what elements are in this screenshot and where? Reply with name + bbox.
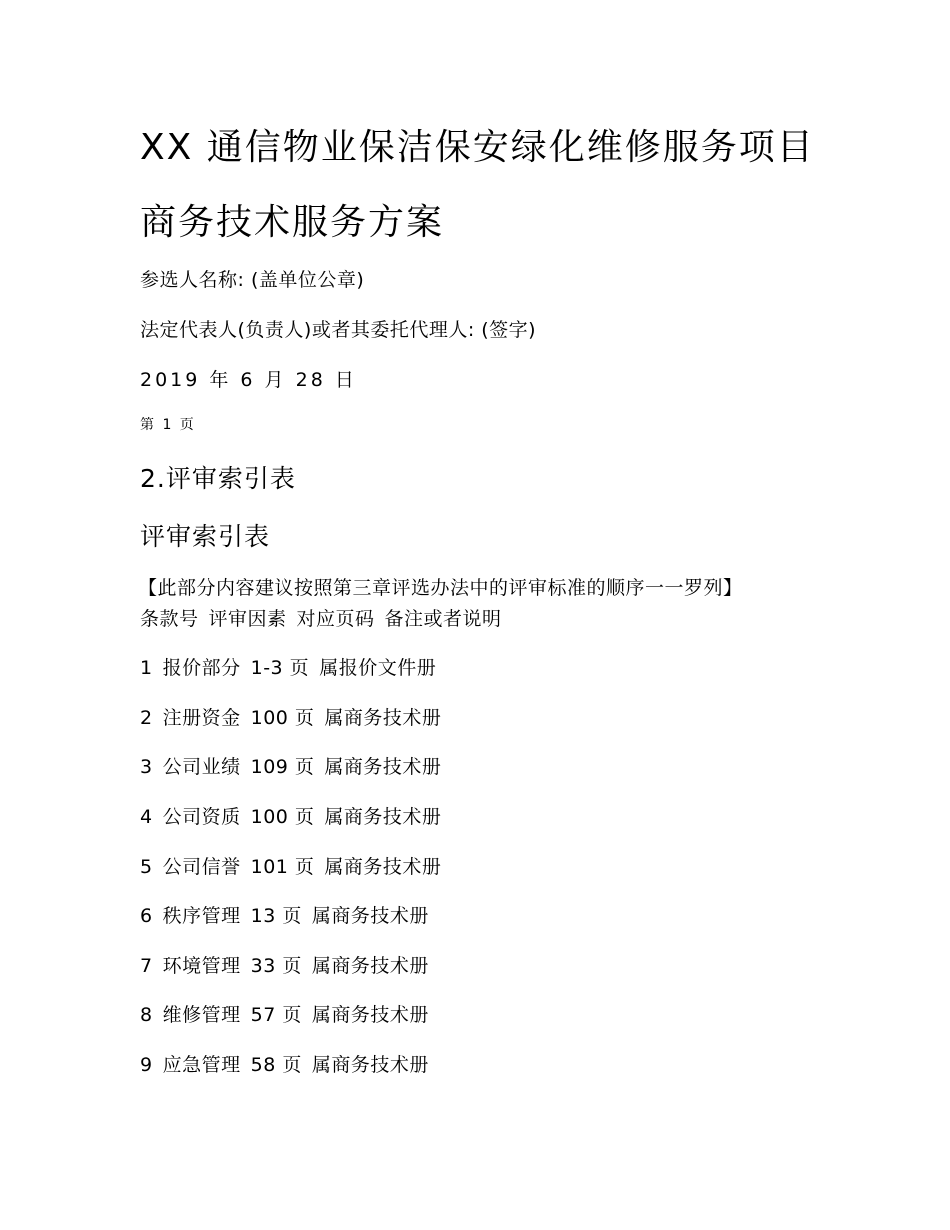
row-number: 2: [140, 707, 153, 729]
row-factor: 报价部分: [162, 657, 241, 679]
row-number: 1: [140, 657, 153, 679]
row-pages: 100 页: [250, 806, 315, 828]
row-number: 6: [140, 905, 153, 927]
row-pages: 13 页: [250, 905, 302, 927]
column-header: 条款号: [140, 608, 199, 630]
row-factor: 维修管理: [162, 1004, 241, 1026]
row-factor: 公司资质: [162, 806, 241, 828]
table-row: [140, 709, 441, 728]
table-row: [140, 957, 429, 976]
row-pages: 101 页: [250, 856, 315, 878]
row-pages: 33 页: [250, 955, 302, 977]
row-number: 8: [140, 1004, 153, 1026]
row-pages: 100 页: [250, 707, 315, 729]
row-remark: 属商务技术册: [311, 1054, 429, 1076]
row-factor: 秩序管理: [162, 905, 241, 927]
table-row: [140, 1056, 429, 1075]
table-row: [140, 858, 441, 877]
column-header: 对应页码: [296, 608, 375, 630]
representative-line: 法定代表人(负责人)或者其委托代理人: (签字): [140, 319, 537, 341]
row-remark: 属商务技术册: [324, 707, 442, 729]
row-factor: 公司信誉: [162, 856, 241, 878]
document-title-line-2: 商务技术服务方案: [140, 202, 445, 243]
table-note: 【此部分内容建议按照第三章评选办法中的评审标准的顺序一一罗列】: [138, 577, 743, 599]
row-remark: 属商务技术册: [324, 806, 442, 828]
row-pages: 1-3 页: [250, 657, 310, 679]
table-row: [140, 1006, 429, 1025]
document-date: 2019 年 6 月 28 日: [140, 369, 357, 391]
table-header-row: [140, 610, 502, 629]
row-remark: 属商务技术册: [324, 856, 442, 878]
row-remark: 属商务技术册: [311, 955, 429, 977]
column-header: 评审因素: [208, 608, 287, 630]
row-number: 5: [140, 856, 153, 878]
row-number: 9: [140, 1054, 153, 1076]
row-pages: 109 页: [250, 756, 315, 778]
table-row: [140, 808, 441, 827]
page-number: 第 1 页: [140, 417, 196, 433]
document-title-line-1: XX 通信物业保洁保安绿化维修服务项目: [140, 127, 815, 168]
row-factor: 公司业绩: [162, 756, 241, 778]
row-factor: 注册资金: [162, 707, 241, 729]
row-remark: 属商务技术册: [324, 756, 442, 778]
row-pages: 57 页: [250, 1004, 302, 1026]
applicant-name-line: 参选人名称: (盖单位公章): [140, 269, 365, 291]
table-heading: 评审索引表: [140, 522, 271, 551]
row-remark: 属商务技术册: [311, 905, 429, 927]
column-header: 备注或者说明: [384, 608, 502, 630]
row-remark: 属商务技术册: [311, 1004, 429, 1026]
section-heading: 2.评审索引表: [140, 464, 296, 493]
row-number: 3: [140, 756, 153, 778]
row-pages: 58 页: [250, 1054, 302, 1076]
row-number: 4: [140, 806, 153, 828]
table-row: [140, 659, 436, 678]
row-remark: 属报价文件册: [319, 657, 437, 679]
row-number: 7: [140, 955, 153, 977]
row-factor: 应急管理: [162, 1054, 241, 1076]
table-row: [140, 758, 441, 777]
table-row: [140, 907, 429, 926]
row-factor: 环境管理: [162, 955, 241, 977]
